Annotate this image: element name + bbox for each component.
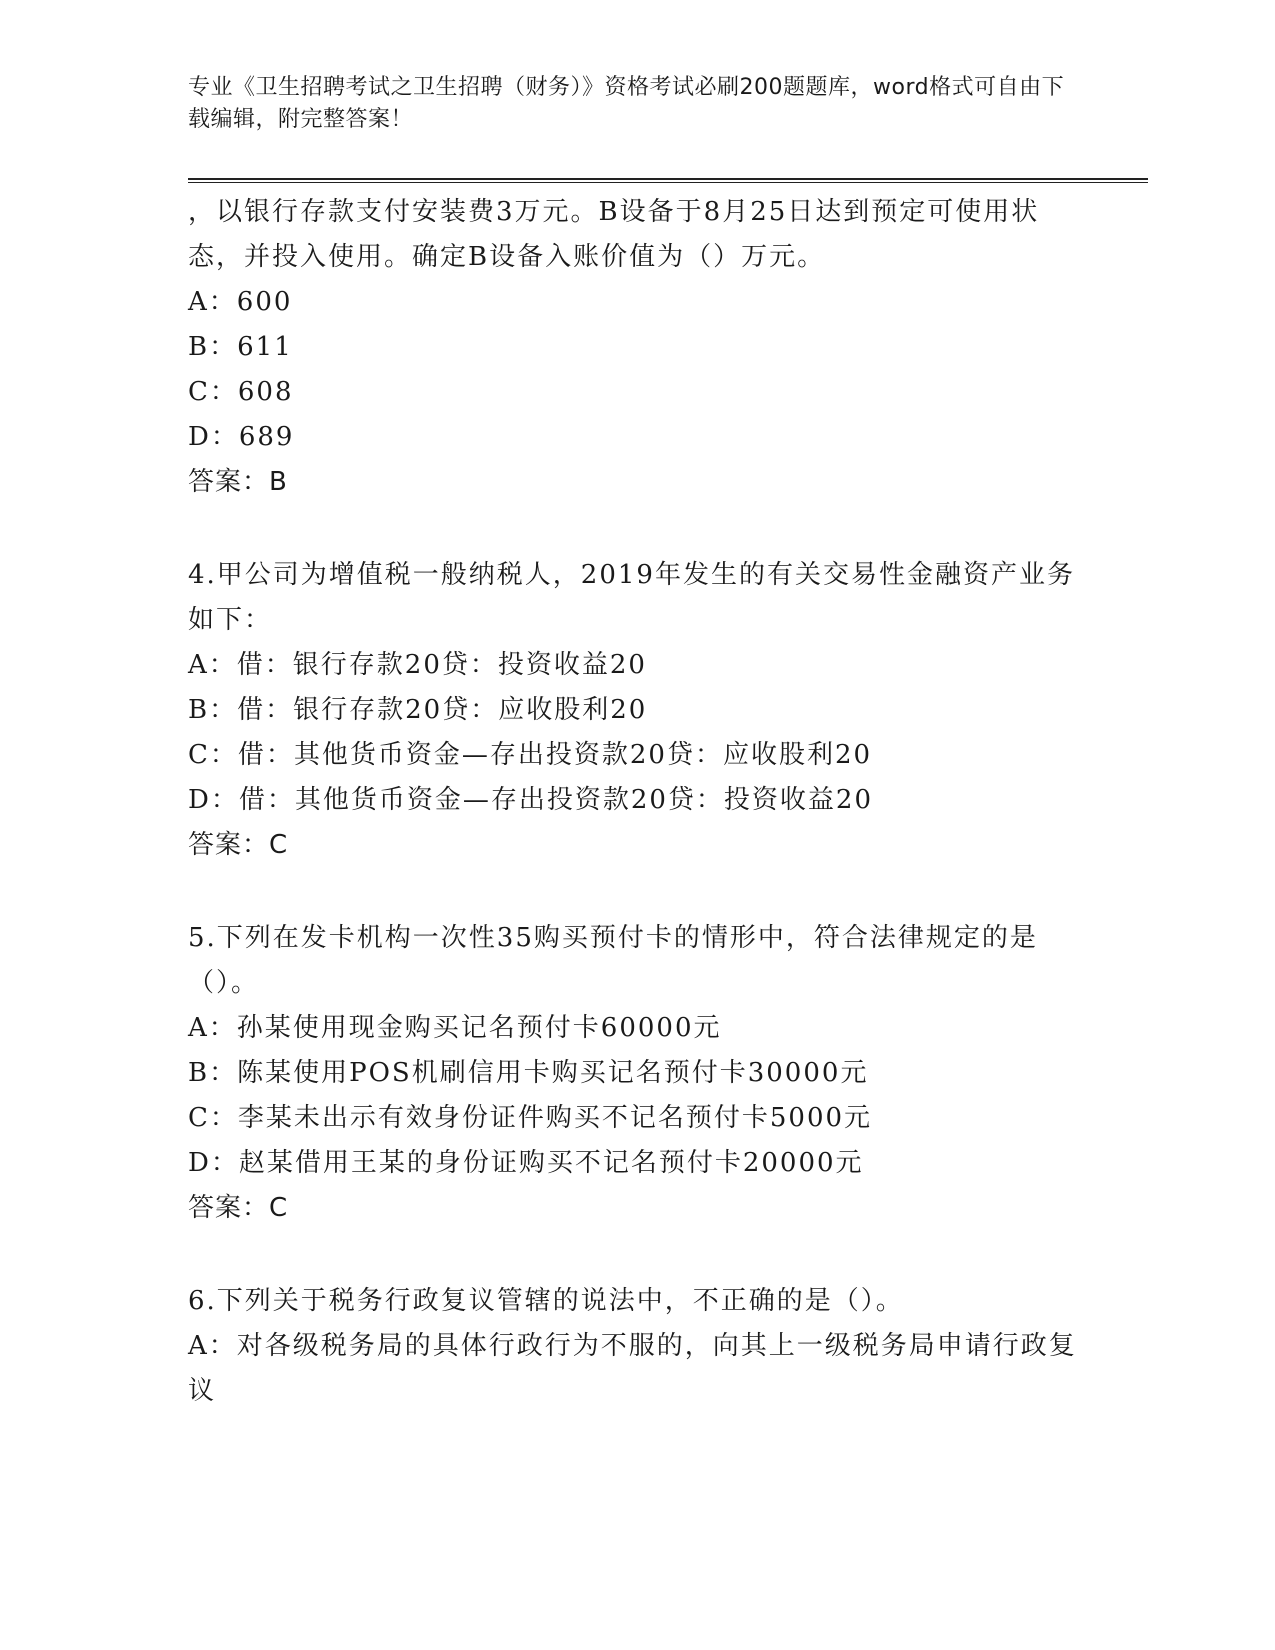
document-header <box>188 72 1068 136</box>
answer-line: 答案：B <box>188 467 288 497</box>
option-c: C：608 <box>188 377 294 407</box>
spacer <box>188 505 1078 553</box>
option-a: A：对各级税务局的具体行政行为不服的，向其上一级税务局申请行政复议 <box>188 1331 1077 1406</box>
option-b: B：611 <box>188 332 293 362</box>
answer-line: 答案：C <box>188 830 289 860</box>
question-stem: 6.下列关于税务行政复议管辖的说法中，不正确的是（）。 <box>188 1286 904 1316</box>
header-text: 专业《卫生招聘考试之卫生招聘（财务）》资格考试必刷200题题库，word格式可自由下载编辑，附完整答案！ <box>188 75 1065 132</box>
option-c: C：借：其他货币资金—存出投资款20贷：应收股利20 <box>188 740 873 770</box>
option-d: D：689 <box>188 422 295 452</box>
question-3 <box>188 190 1078 505</box>
option-a: A：借：银行存款20贷：投资收益20 <box>188 650 647 680</box>
option-b: B：陈某使用POS机刷信用卡购买记名预付卡30000元 <box>188 1058 869 1088</box>
question-5 <box>188 916 1078 1231</box>
answer-line: 答案：C <box>188 1193 289 1223</box>
question-stem: 4.甲公司为增值税一般纳税人，2019年发生的有关交易性金融资产业务如下： <box>188 560 1075 635</box>
question-stem: 5.下列在发卡机构一次性35购买预付卡的情形中，符合法律规定的是（）。 <box>188 923 1038 998</box>
option-d: D：赵某借用王某的身份证购买不记名预付卡20000元 <box>188 1148 864 1178</box>
question-4 <box>188 553 1078 868</box>
document-body <box>188 190 1078 1414</box>
spacer <box>188 868 1078 916</box>
option-b: B：借：银行存款20贷：应收股利20 <box>188 695 648 725</box>
option-a: A：孙某使用现金购买记名预付卡60000元 <box>188 1013 722 1043</box>
spacer <box>188 1231 1078 1279</box>
header-divider <box>188 178 1148 183</box>
question-stem: ，以银行存款支付安装费3万元。B设备于8月25日达到预定可使用状态，并投入使用。确定B设备入账价值为（）万元。 <box>188 197 1040 272</box>
option-c: C：李某未出示有效身份证件购买不记名预付卡5000元 <box>188 1103 873 1133</box>
question-6 <box>188 1279 1078 1414</box>
option-a: A：600 <box>188 287 293 317</box>
option-d: D：借：其他货币资金—存出投资款20贷：投资收益20 <box>188 785 874 815</box>
